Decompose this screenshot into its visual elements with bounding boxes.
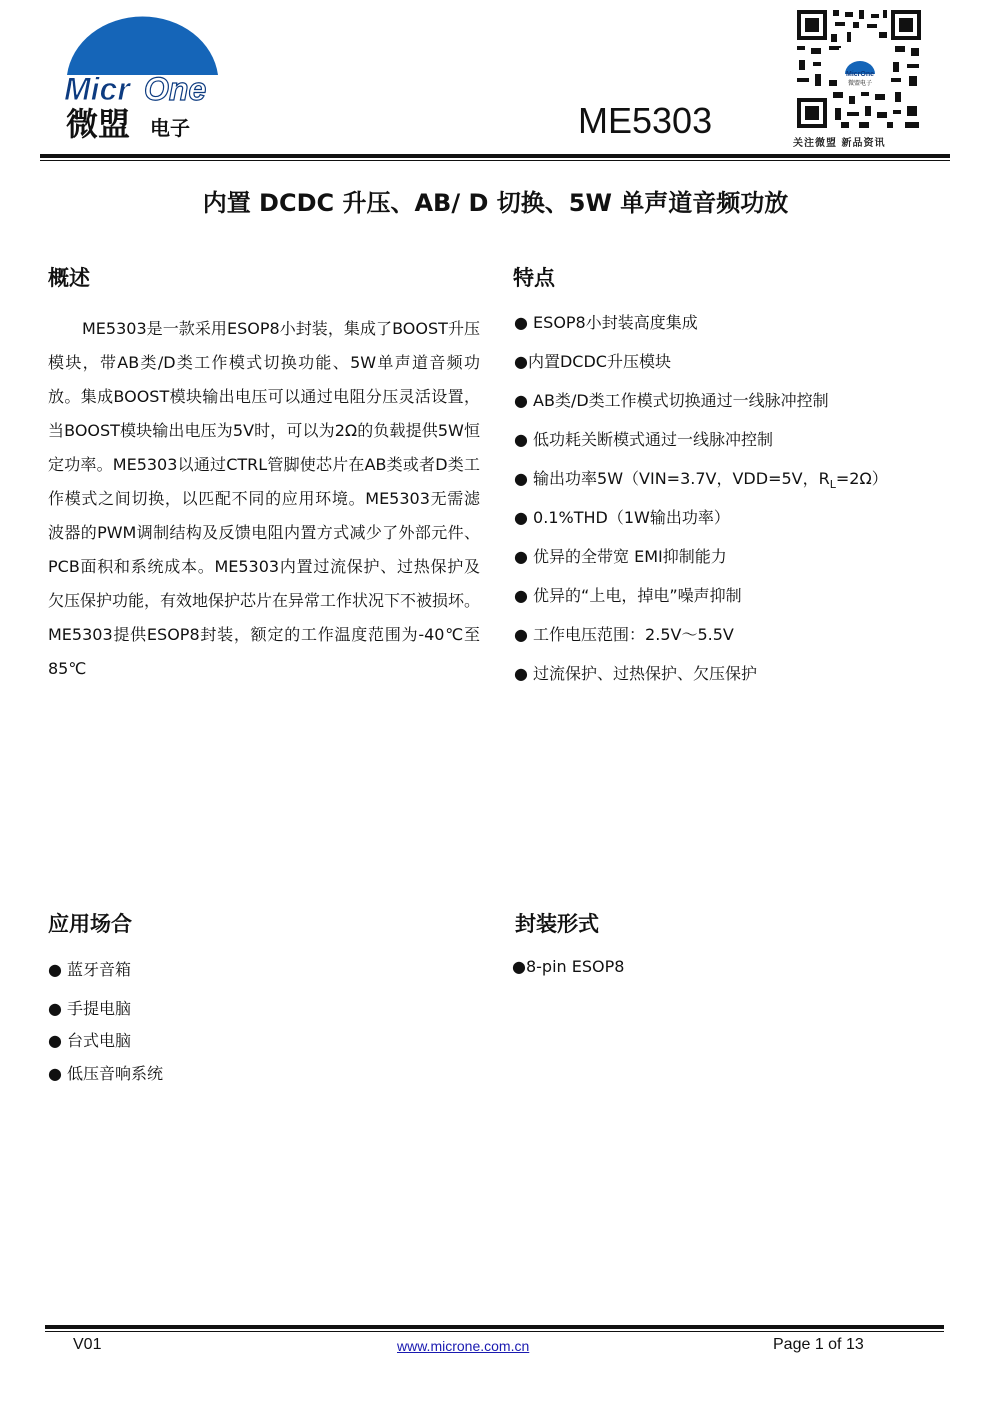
applications-heading: 应用场合	[48, 912, 132, 936]
feature-item: ● 工作电压范围：2.5V～5.5V	[514, 625, 734, 644]
svg-text:One: One	[144, 71, 207, 107]
qr-code	[795, 8, 923, 130]
feature-item: ● 过流保护、过热保护、欠压保护	[514, 664, 758, 683]
application-item: ● 台式电脑	[48, 1031, 132, 1050]
overview-heading: 概述	[48, 266, 90, 290]
model-number: ME5303	[578, 100, 713, 141]
feature-item: ● 优异的“上电，掉电”噪声抑制	[514, 586, 742, 605]
feature-item: ● 优异的全带宽 EMI抑制能力	[514, 547, 727, 566]
footer-rule-thick	[45, 1325, 944, 1329]
application-item: ● 低压音响系统	[48, 1064, 164, 1083]
svg-text:电子: 电子	[150, 116, 190, 140]
features-heading: 特点	[513, 266, 555, 290]
svg-text:微盟电子: 微盟电子	[847, 80, 873, 87]
microne-logo	[60, 5, 225, 145]
feature-item: ● 0.1%THD（1W输出功率）	[514, 508, 730, 527]
application-item: ● 蓝牙音箱	[48, 960, 132, 979]
footer-version: V01	[73, 1336, 102, 1353]
footer-website-link[interactable]: www.microne.com.cn	[397, 1338, 530, 1354]
feature-item: ●内置DCDC升压模块	[514, 352, 671, 371]
feature-item: ● 低功耗关断模式通过一线脉冲控制	[514, 430, 774, 449]
load-label: R	[818, 469, 830, 488]
feature-item: ● AB类/D类工作模式切换通过一线脉冲控制	[514, 391, 829, 410]
header-rule-thin	[40, 160, 950, 161]
load-subscript: L	[829, 478, 836, 492]
feature-item-text: ● 输出功率5W（VIN=3.7V，VDD=5V，	[514, 469, 819, 488]
qr-caption: 关注微盟 新品资讯	[793, 138, 886, 149]
document-title: 内置 DCDC 升压、AB/ D 切换、5W 单声道音频功放	[202, 189, 789, 217]
feature-item: ● ESOP8小封装高度集成	[514, 313, 698, 332]
svg-text:Micr: Micr	[64, 71, 130, 107]
header-rule-thick	[40, 154, 950, 158]
footer-rule-thin	[45, 1331, 944, 1332]
feature-item-output-power	[514, 466, 888, 491]
load-value: =2Ω）	[835, 469, 888, 488]
footer-page-number: Page 1 of 13	[773, 1336, 864, 1353]
package-heading: 封装形式	[515, 912, 599, 936]
svg-text:微盟: 微盟	[66, 105, 131, 143]
application-item: ● 手提电脑	[48, 999, 132, 1018]
overview-body: ME5303是一款采用ESOP8小封装，集成了BOOST升压模块，带AB类/D类工作模式切换功能、5W单声道音频功放。集成BOOST模块输出电压可以通过电阻分压灵活设置，当BOOST模块输出电压为5V时，可以为2Ω的负载提供5W恒定功率。ME5303以通过CTRL管脚使芯片在AB类或者D类工作模式之间切换，以匹配不同的应用环境。ME5303无需滤波器的PWM调制结构及反馈电阻内置方式减少了外部元件、PCB面积和系统成本。ME5303内置过流保护、过热保护及欠压保护功能，有效地保护芯片在异常工作状况下不被损坏。ME5303提供ESOP8封装，额定的工作温度范围为-40℃至85℃	[48, 319, 481, 678]
svg-text:MicrOne: MicrOne	[845, 71, 875, 78]
package-item: ●8-pin ESOP8	[512, 957, 625, 976]
